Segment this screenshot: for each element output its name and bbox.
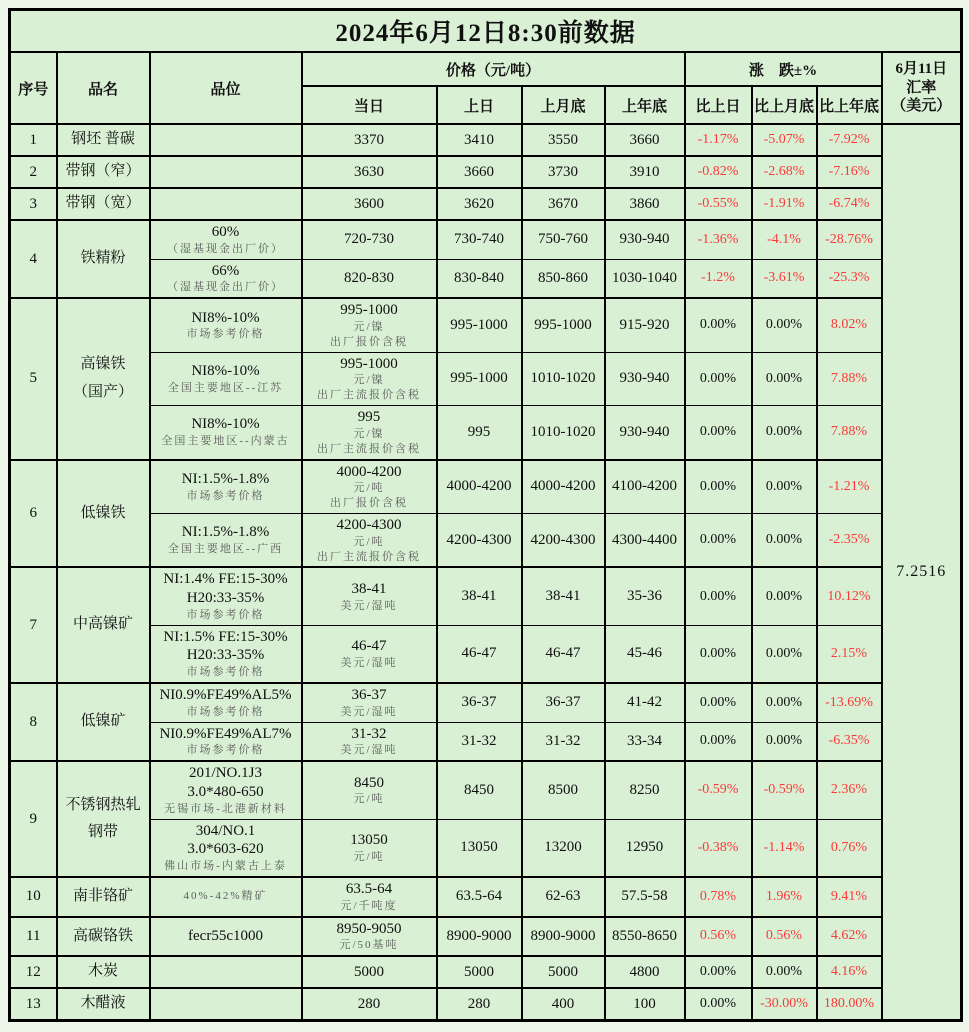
cell-price-today: 280 bbox=[302, 988, 437, 1021]
cell-price-prev-day: 31-32 bbox=[437, 722, 522, 761]
cell-grade: NI:1.5%-1.8% 市场参考价格 bbox=[150, 460, 302, 514]
cell-price-prev-year-end: 12950 bbox=[605, 819, 685, 877]
cell-price-prev-day: 13050 bbox=[437, 819, 522, 877]
cell-change-vs-prev-day: -0.55% bbox=[685, 188, 752, 220]
table-row bbox=[10, 917, 962, 957]
cell-grade bbox=[150, 956, 302, 988]
cell-price-today: 46-47 美元/湿吨 bbox=[302, 625, 437, 683]
col-header-price-group: 价格（元/吨） bbox=[302, 52, 685, 86]
cell-price-prev-day: 5000 bbox=[437, 956, 522, 988]
cell-price-prev-year-end: 8550-8650 bbox=[605, 917, 685, 957]
cell-price-prev-month-end: 4200-4300 bbox=[522, 513, 605, 567]
cell-seq: 5 bbox=[10, 298, 57, 459]
table-row bbox=[10, 352, 962, 405]
cell-change-vs-prev-day: 0.00% bbox=[685, 956, 752, 988]
col-header-change-vs-month-end: 比上月底 bbox=[752, 86, 817, 124]
cell-price-prev-day: 995-1000 bbox=[437, 298, 522, 352]
cell-change-vs-year-end: 2.36% bbox=[817, 761, 882, 819]
cell-product-name: 木炭 bbox=[57, 956, 150, 988]
cell-price-today: 4200-4300 元/吨 出厂主流报价含税 bbox=[302, 513, 437, 567]
cell-price-prev-month-end: 46-47 bbox=[522, 625, 605, 683]
cell-price-today: 995-1000 元/镍 出厂主流报价含税 bbox=[302, 352, 437, 405]
cell-change-vs-prev-day: 0.00% bbox=[685, 988, 752, 1021]
cell-price-prev-month-end: 3730 bbox=[522, 156, 605, 188]
cell-product-name: 钢坯 普碳 bbox=[57, 124, 150, 156]
cell-change-vs-year-end: -13.69% bbox=[817, 683, 882, 722]
table-row bbox=[10, 722, 962, 761]
cell-grade bbox=[150, 156, 302, 188]
col-header-price-prev-day: 上日 bbox=[437, 86, 522, 124]
cell-price-today: 13050 元/吨 bbox=[302, 819, 437, 877]
table-row bbox=[10, 513, 962, 567]
cell-price-prev-month-end: 38-41 bbox=[522, 567, 605, 625]
cell-price-today: 63.5-64 元/千吨度 bbox=[302, 877, 437, 917]
table-row bbox=[10, 460, 962, 514]
cell-grade: 40%-42%精矿 bbox=[150, 877, 302, 917]
cell-product-name: 木醋液 bbox=[57, 988, 150, 1021]
cell-change-vs-month-end: 1.96% bbox=[752, 877, 817, 917]
cell-change-vs-prev-day: 0.00% bbox=[685, 683, 752, 722]
cell-change-vs-prev-day: -1.2% bbox=[685, 259, 752, 298]
cell-price-prev-day: 3410 bbox=[437, 124, 522, 156]
cell-change-vs-year-end: -6.35% bbox=[817, 722, 882, 761]
cell-change-vs-month-end: 0.00% bbox=[752, 956, 817, 988]
cell-grade: 201/NO.1J3 3.0*480-650 无锡市场-北港新材料 bbox=[150, 761, 302, 819]
cell-change-vs-year-end: -2.35% bbox=[817, 513, 882, 567]
cell-change-vs-month-end: 0.00% bbox=[752, 352, 817, 405]
cell-price-prev-year-end: 930-940 bbox=[605, 352, 685, 405]
cell-price-prev-year-end: 57.5-58 bbox=[605, 877, 685, 917]
cell-price-prev-year-end: 1030-1040 bbox=[605, 259, 685, 298]
report-title: 2024年6月12日8:30前数据 bbox=[10, 10, 962, 53]
cell-price-prev-day: 36-37 bbox=[437, 683, 522, 722]
cell-change-vs-prev-day: 0.00% bbox=[685, 352, 752, 405]
cell-price-prev-day: 830-840 bbox=[437, 259, 522, 298]
cell-price-prev-day: 46-47 bbox=[437, 625, 522, 683]
cell-change-vs-year-end: 0.76% bbox=[817, 819, 882, 877]
cell-change-vs-prev-day: 0.00% bbox=[685, 460, 752, 514]
table-row bbox=[10, 188, 962, 220]
cell-change-vs-month-end: 0.00% bbox=[752, 513, 817, 567]
cell-price-today: 8950-9050 元/50基吨 bbox=[302, 917, 437, 957]
cell-price-prev-year-end: 41-42 bbox=[605, 683, 685, 722]
cell-grade: NI8%-10% 市场参考价格 bbox=[150, 298, 302, 352]
cell-price-prev-month-end: 1010-1020 bbox=[522, 352, 605, 405]
col-header-change-vs-prev-day: 比上日 bbox=[685, 86, 752, 124]
cell-change-vs-year-end: -1.21% bbox=[817, 460, 882, 514]
cell-price-prev-month-end: 8900-9000 bbox=[522, 917, 605, 957]
cell-product-name: 铁精粉 bbox=[57, 220, 150, 298]
cell-price-prev-day: 730-740 bbox=[437, 220, 522, 259]
cell-change-vs-year-end: -6.74% bbox=[817, 188, 882, 220]
cell-change-vs-year-end: -7.92% bbox=[817, 124, 882, 156]
col-header-price-prev-month-end: 上月底 bbox=[522, 86, 605, 124]
cell-grade: NI:1.4% FE:15-30% H20:33-35% 市场参考价格 bbox=[150, 567, 302, 625]
cell-change-vs-year-end: 8.02% bbox=[817, 298, 882, 352]
cell-price-prev-month-end: 850-860 bbox=[522, 259, 605, 298]
cell-change-vs-month-end: 0.00% bbox=[752, 298, 817, 352]
cell-grade: fecr55c1000 bbox=[150, 917, 302, 957]
cell-price-prev-year-end: 100 bbox=[605, 988, 685, 1021]
cell-change-vs-prev-day: 0.00% bbox=[685, 513, 752, 567]
cell-product-name: 低镍矿 bbox=[57, 683, 150, 761]
cell-price-prev-day: 995 bbox=[437, 406, 522, 460]
cell-product-name: 高碳铬铁 bbox=[57, 917, 150, 957]
cell-price-today: 3630 bbox=[302, 156, 437, 188]
cell-price-prev-year-end: 3660 bbox=[605, 124, 685, 156]
cell-price-prev-month-end: 36-37 bbox=[522, 683, 605, 722]
table-row bbox=[10, 406, 962, 460]
cell-seq: 11 bbox=[10, 917, 57, 957]
cell-change-vs-month-end: -1.91% bbox=[752, 188, 817, 220]
cell-product-name: 中高镍矿 bbox=[57, 567, 150, 683]
col-header-change-group: 涨 跌±% bbox=[685, 52, 882, 86]
cell-price-prev-year-end: 45-46 bbox=[605, 625, 685, 683]
cell-price-prev-day: 4200-4300 bbox=[437, 513, 522, 567]
cell-change-vs-month-end: 0.00% bbox=[752, 722, 817, 761]
cell-price-prev-month-end: 1010-1020 bbox=[522, 406, 605, 460]
cell-price-prev-year-end: 915-920 bbox=[605, 298, 685, 352]
cell-grade: 60% （湿基现金出厂价） bbox=[150, 220, 302, 259]
cell-change-vs-year-end: 7.88% bbox=[817, 406, 882, 460]
cell-price-prev-day: 3620 bbox=[437, 188, 522, 220]
cell-price-today: 995 元/镍 出厂主流报价含税 bbox=[302, 406, 437, 460]
cell-price-prev-month-end: 31-32 bbox=[522, 722, 605, 761]
cell-change-vs-year-end: 180.00% bbox=[817, 988, 882, 1021]
cell-grade bbox=[150, 188, 302, 220]
cell-price-prev-day: 3660 bbox=[437, 156, 522, 188]
cell-grade: NI:1.5%-1.8% 全国主要地区--广西 bbox=[150, 513, 302, 567]
cell-price-today: 4000-4200 元/吨 出厂报价含税 bbox=[302, 460, 437, 514]
cell-product-name: 低镍铁 bbox=[57, 460, 150, 568]
cell-grade: 66% （湿基现金出厂价） bbox=[150, 259, 302, 298]
cell-price-today: 5000 bbox=[302, 956, 437, 988]
cell-price-today: 36-37 美元/湿吨 bbox=[302, 683, 437, 722]
cell-price-prev-year-end: 930-940 bbox=[605, 220, 685, 259]
table-row bbox=[10, 819, 962, 877]
cell-change-vs-month-end: 0.00% bbox=[752, 567, 817, 625]
cell-price-prev-year-end: 8250 bbox=[605, 761, 685, 819]
cell-change-vs-year-end: 10.12% bbox=[817, 567, 882, 625]
cell-change-vs-year-end: 4.16% bbox=[817, 956, 882, 988]
cell-change-vs-prev-day: 0.00% bbox=[685, 722, 752, 761]
cell-seq: 13 bbox=[10, 988, 57, 1021]
cell-price-today: 820-830 bbox=[302, 259, 437, 298]
cell-seq: 3 bbox=[10, 188, 57, 220]
cell-price-today: 38-41 美元/湿吨 bbox=[302, 567, 437, 625]
cell-seq: 10 bbox=[10, 877, 57, 917]
cell-grade: NI8%-10% 全国主要地区--江苏 bbox=[150, 352, 302, 405]
cell-price-today: 720-730 bbox=[302, 220, 437, 259]
cell-price-prev-year-end: 3910 bbox=[605, 156, 685, 188]
col-header-price-today: 当日 bbox=[302, 86, 437, 124]
cell-seq: 1 bbox=[10, 124, 57, 156]
col-header-price-prev-year-end: 上年底 bbox=[605, 86, 685, 124]
cell-change-vs-prev-day: -0.59% bbox=[685, 761, 752, 819]
col-header-grade: 品位 bbox=[150, 52, 302, 124]
cell-price-prev-month-end: 400 bbox=[522, 988, 605, 1021]
cell-seq: 8 bbox=[10, 683, 57, 761]
col-header-change-vs-year-end: 比上年底 bbox=[817, 86, 882, 124]
cell-change-vs-month-end: -0.59% bbox=[752, 761, 817, 819]
cell-change-vs-year-end: -25.3% bbox=[817, 259, 882, 298]
price-table bbox=[8, 8, 963, 1022]
cell-price-prev-day: 995-1000 bbox=[437, 352, 522, 405]
cell-change-vs-year-end: 4.62% bbox=[817, 917, 882, 957]
cell-price-prev-month-end: 995-1000 bbox=[522, 298, 605, 352]
cell-seq: 4 bbox=[10, 220, 57, 298]
cell-price-prev-month-end: 4000-4200 bbox=[522, 460, 605, 514]
col-header-seq: 序号 bbox=[10, 52, 57, 124]
cell-price-prev-day: 63.5-64 bbox=[437, 877, 522, 917]
cell-change-vs-prev-day: 0.78% bbox=[685, 877, 752, 917]
cell-change-vs-prev-day: 0.00% bbox=[685, 567, 752, 625]
cell-change-vs-prev-day: -0.82% bbox=[685, 156, 752, 188]
cell-change-vs-prev-day: 0.00% bbox=[685, 298, 752, 352]
cell-change-vs-prev-day: -1.17% bbox=[685, 124, 752, 156]
cell-price-prev-month-end: 8500 bbox=[522, 761, 605, 819]
cell-price-today: 995-1000 元/镍 出厂报价含税 bbox=[302, 298, 437, 352]
cell-seq: 2 bbox=[10, 156, 57, 188]
cell-change-vs-month-end: 0.56% bbox=[752, 917, 817, 957]
cell-change-vs-prev-day: 0.00% bbox=[685, 625, 752, 683]
cell-grade bbox=[150, 124, 302, 156]
cell-price-prev-year-end: 4800 bbox=[605, 956, 685, 988]
cell-price-prev-year-end: 4100-4200 bbox=[605, 460, 685, 514]
cell-change-vs-month-end: 0.00% bbox=[752, 460, 817, 514]
cell-price-prev-year-end: 33-34 bbox=[605, 722, 685, 761]
cell-seq: 12 bbox=[10, 956, 57, 988]
cell-grade: NI0.9%FE49%AL7% 市场参考价格 bbox=[150, 722, 302, 761]
cell-price-today: 3370 bbox=[302, 124, 437, 156]
cell-price-prev-day: 280 bbox=[437, 988, 522, 1021]
cell-price-prev-year-end: 3860 bbox=[605, 188, 685, 220]
cell-price-prev-day: 8450 bbox=[437, 761, 522, 819]
cell-product-name: 高镍铁 （国产） bbox=[57, 298, 150, 459]
cell-change-vs-year-end: 7.88% bbox=[817, 352, 882, 405]
cell-price-today: 8450 元/吨 bbox=[302, 761, 437, 819]
cell-change-vs-prev-day: -0.38% bbox=[685, 819, 752, 877]
cell-change-vs-month-end: -5.07% bbox=[752, 124, 817, 156]
cell-price-prev-year-end: 4300-4400 bbox=[605, 513, 685, 567]
cell-product-name: 南非铬矿 bbox=[57, 877, 150, 917]
cell-change-vs-month-end: 0.00% bbox=[752, 406, 817, 460]
table-row bbox=[10, 567, 962, 625]
cell-price-prev-day: 8900-9000 bbox=[437, 917, 522, 957]
cell-price-today: 3600 bbox=[302, 188, 437, 220]
table-row bbox=[10, 877, 962, 917]
table-row bbox=[10, 220, 962, 259]
cell-price-today: 31-32 美元/湿吨 bbox=[302, 722, 437, 761]
cell-change-vs-month-end: 0.00% bbox=[752, 683, 817, 722]
table-row bbox=[10, 988, 962, 1021]
cell-change-vs-month-end: -3.61% bbox=[752, 259, 817, 298]
table-row bbox=[10, 124, 962, 156]
cell-product-name: 带钢（窄） bbox=[57, 156, 150, 188]
table-row bbox=[10, 625, 962, 683]
cell-grade: NI8%-10% 全国主要地区--内蒙古 bbox=[150, 406, 302, 460]
cell-product-name: 带钢（宽） bbox=[57, 188, 150, 220]
col-header-exchange-rate: 6月11日 汇率 （美元） bbox=[882, 52, 962, 124]
col-header-product-name: 品名 bbox=[57, 52, 150, 124]
cell-grade: NI0.9%FE49%AL5% 市场参考价格 bbox=[150, 683, 302, 722]
cell-change-vs-prev-day: 0.00% bbox=[685, 406, 752, 460]
cell-change-vs-month-end: -4.1% bbox=[752, 220, 817, 259]
cell-grade: 304/NO.1 3.0*603-620 佛山市场-内蒙古上泰 bbox=[150, 819, 302, 877]
cell-change-vs-month-end: -2.68% bbox=[752, 156, 817, 188]
cell-change-vs-year-end: -7.16% bbox=[817, 156, 882, 188]
cell-grade bbox=[150, 988, 302, 1021]
table-row bbox=[10, 259, 962, 298]
table-row bbox=[10, 156, 962, 188]
table-row bbox=[10, 683, 962, 722]
cell-change-vs-month-end: 0.00% bbox=[752, 625, 817, 683]
cell-exchange-rate: 7.2516 bbox=[882, 124, 962, 1021]
table-row bbox=[10, 956, 962, 988]
cell-change-vs-year-end: -28.76% bbox=[817, 220, 882, 259]
cell-seq: 9 bbox=[10, 761, 57, 877]
cell-change-vs-month-end: -30.00% bbox=[752, 988, 817, 1021]
table-row bbox=[10, 761, 962, 819]
cell-change-vs-prev-day: -1.36% bbox=[685, 220, 752, 259]
cell-price-prev-month-end: 3670 bbox=[522, 188, 605, 220]
cell-price-prev-year-end: 930-940 bbox=[605, 406, 685, 460]
cell-change-vs-year-end: 2.15% bbox=[817, 625, 882, 683]
cell-grade: NI:1.5% FE:15-30% H20:33-35% 市场参考价格 bbox=[150, 625, 302, 683]
cell-price-prev-month-end: 3550 bbox=[522, 124, 605, 156]
cell-price-prev-day: 4000-4200 bbox=[437, 460, 522, 514]
cell-seq: 7 bbox=[10, 567, 57, 683]
cell-price-prev-year-end: 35-36 bbox=[605, 567, 685, 625]
table-row bbox=[10, 298, 962, 352]
cell-change-vs-month-end: -1.14% bbox=[752, 819, 817, 877]
cell-seq: 6 bbox=[10, 460, 57, 568]
cell-price-prev-month-end: 62-63 bbox=[522, 877, 605, 917]
cell-price-prev-month-end: 750-760 bbox=[522, 220, 605, 259]
cell-change-vs-prev-day: 0.56% bbox=[685, 917, 752, 957]
cell-price-prev-day: 38-41 bbox=[437, 567, 522, 625]
cell-change-vs-year-end: 9.41% bbox=[817, 877, 882, 917]
cell-product-name: 不锈钢热轧 钢带 bbox=[57, 761, 150, 877]
cell-price-prev-month-end: 5000 bbox=[522, 956, 605, 988]
cell-price-prev-month-end: 13200 bbox=[522, 819, 605, 877]
